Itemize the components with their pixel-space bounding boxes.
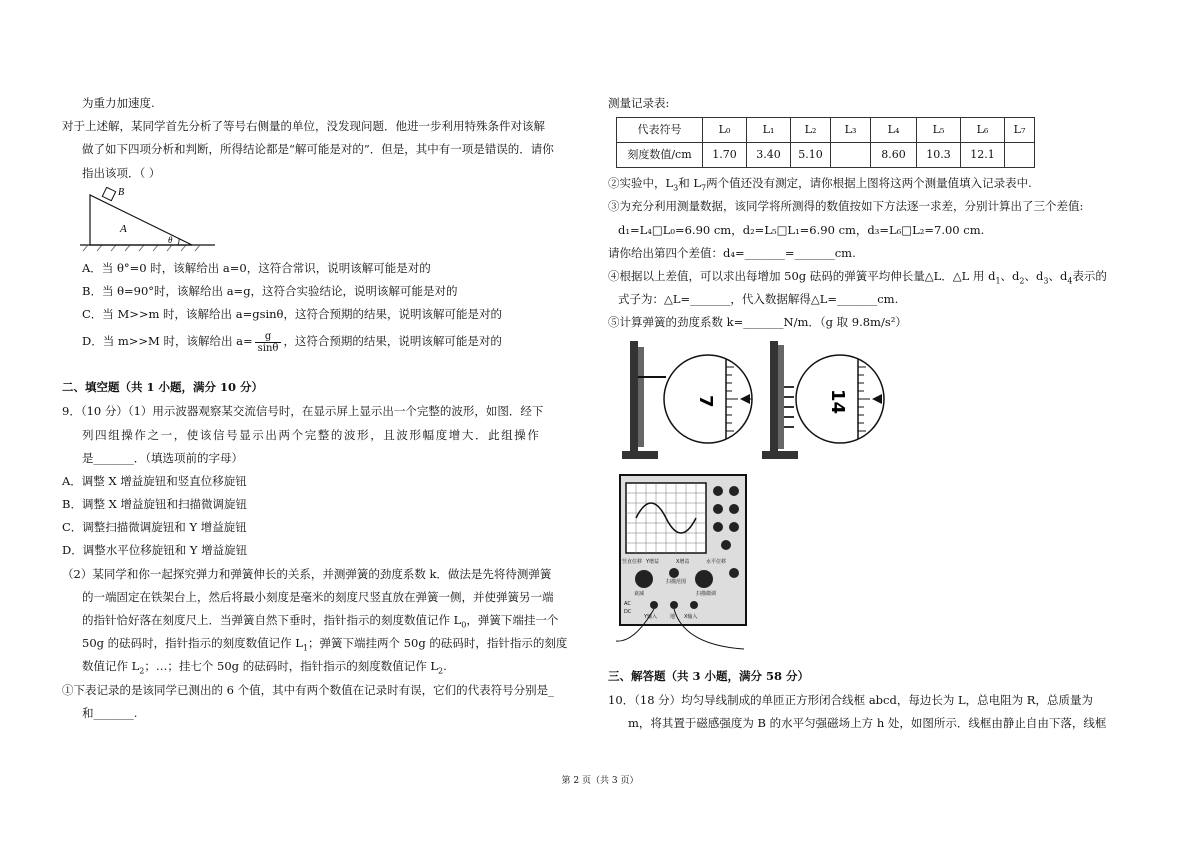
osc-label: 衰减 xyxy=(634,590,645,597)
text-line: 为重力加速度. xyxy=(82,96,155,110)
q9-option-b: B．调整 X 增益旋钮和扫描微调旋钮 xyxy=(62,497,247,512)
option-a: A．当 θ°=0 时，该解给出 a=0，这符合常识，说明该解可能是对的 xyxy=(82,260,431,275)
text-line: 对于上述解，某同学首先分析了等号右侧量的单位，没发现问题．他进一步利用特殊条件对该解 xyxy=(62,119,545,134)
table-cell: 5.10 xyxy=(791,143,831,168)
table-cell xyxy=(831,143,871,168)
table-cell: 8.60 xyxy=(871,143,917,168)
text-line: ⑤计算弹簧的劲度系数 k=_______N/m．（g 取 9.8m/s²） xyxy=(608,315,907,330)
text-line: 指出该项．（ ） xyxy=(82,165,161,180)
text-line: m，将其置于磁感强度为 B 的水平匀强磁场上方 h 处，如图所示．线框由静止自由下落，线框 xyxy=(628,715,1107,730)
text-line: 和_______. xyxy=(82,705,138,720)
oscilloscope-figure xyxy=(614,473,754,653)
text-line: 式子为：△L=_______，代入数据解得△L=_______cm. xyxy=(618,292,899,307)
osc-label: Y输入 xyxy=(644,613,658,620)
section-title: 二、填空题（共 1 小题，满分 10 分） xyxy=(62,380,264,395)
left-column xyxy=(62,92,600,725)
text-line: 做了如下四项分析和判断，所得结论都是“解可能是对的”．但是，其中有一项是错误的．请你 xyxy=(82,142,554,157)
incline-figure xyxy=(80,187,220,253)
page-footer: 第 2 页（共 3 页） xyxy=(561,776,639,786)
osc-label: 竖直位移 xyxy=(622,558,643,565)
osc-label: X输入 xyxy=(684,613,698,620)
osc-label: 扫描范围 xyxy=(666,578,687,585)
text-line: 请你给出第四个差值：d₄=_______=_______cm. xyxy=(608,245,856,260)
fraction: $\frac{g}{\sin\theta}$ xyxy=(255,331,282,354)
label-a: A xyxy=(120,222,127,235)
text-line: ④根据以上差值，可以求出每增加 50g 砝码的弹簧平均伸长量△L．△L 用 $d_1$、$d_2$、$d_3$、$d_4$表示的 xyxy=(608,268,1107,286)
table-cell: L₇ xyxy=(1005,118,1035,143)
scale-reading-2: 14 xyxy=(827,388,848,414)
text-line: 的一端固定在铁架台上，然后将最小刻度是毫米的刻度尺竖直放在弹簧一侧，并使弹簧另一端 xyxy=(82,589,554,604)
table-cell: 代表符号 xyxy=(617,118,703,143)
text-line: （2）某同学和你一起探究弹力和弹簧伸长的关系，并测弹簧的劲度系数 k．做法是先将待测弹簧 xyxy=(62,566,552,581)
table-cell: L₁ xyxy=(747,118,791,143)
table-cell: L₂ xyxy=(791,118,831,143)
osc-label: 水平位移 xyxy=(706,558,727,565)
osc-label: X增益 xyxy=(676,558,690,565)
text-line: ①下表记录的是该同学已测出的 6 个值，其中有两个数值在记录时有误，它们的代表符号分别是_ xyxy=(62,682,554,697)
label-theta: θ xyxy=(168,234,173,245)
section-title: 三、解答题（共 3 小题，满分 58 分） xyxy=(608,668,810,683)
text-line: 的指针恰好落在刻度尺上．当弹簧自然下垂时，指针指示的刻度数值记作 $L_0$，弹簧下端挂一个 xyxy=(82,613,559,630)
option-c: C．当 M>>m 时，该解给出 a=gsinθ，这符合预期的结果，说明该解可能是对的 xyxy=(82,307,502,322)
table-cell xyxy=(1005,143,1035,168)
table-row xyxy=(617,143,1035,168)
text-line: 数值记作 $L_2$；…；挂七个 50g 的砝码时，指针指示的刻度数值记作 $L_2$. xyxy=(82,659,447,676)
text-line: 9．（10 分）（1）用示波器观察某交流信号时，在显示屏上显示出一个完整的波形，如图．经下 xyxy=(62,404,544,419)
table-cell: 12.1 xyxy=(961,143,1005,168)
spring-scale-figure xyxy=(618,337,918,467)
text-line: 列四组操作之一，使该信号显示出两个完整的波形，且波形幅度增大．此组操作 xyxy=(82,427,541,442)
q9-option-c: C．调整扫描微调旋钮和 Y 增益旋钮 xyxy=(62,520,247,535)
table-title: 测量记录表: xyxy=(608,96,670,110)
q9-option-a: A．调整 X 增益旋钮和竖直位移旋钮 xyxy=(62,473,247,488)
label-b: B xyxy=(118,186,125,198)
text-line: 10．（18 分）均匀导线制成的单匝正方形闭合线框 abcd，每边长为 L，总电阻为 R，总质量为 xyxy=(608,692,1093,707)
osc-label: DC xyxy=(624,608,632,615)
table-row xyxy=(617,118,1035,143)
table-cell: L₀ xyxy=(703,118,747,143)
osc-label: 扫描微调 xyxy=(696,590,717,597)
table-cell: L₄ xyxy=(871,118,917,143)
scale-reading-1: 7 xyxy=(695,394,716,408)
table-cell: 3.40 xyxy=(747,143,791,168)
table-cell: 刻度数值/cm xyxy=(617,143,703,168)
table-cell: 1.70 xyxy=(703,143,747,168)
table-cell: L₅ xyxy=(917,118,961,143)
text-line: 是_______．（填选项前的字母） xyxy=(82,450,243,465)
osc-label: Y增益 xyxy=(646,558,660,565)
record-table xyxy=(616,117,1035,168)
table-cell: L₆ xyxy=(961,118,1005,143)
option-b: B．当 θ=90°时，该解给出 a=g，这符合实验结论，说明该解可能是对的 xyxy=(82,283,458,298)
text-line: 50g 的砝码时，指针指示的刻度数值记作 $L_1$；弹簧下端挂两个 50g 的砝码时，指针指示的刻度 xyxy=(82,636,568,653)
table-cell: L₃ xyxy=(831,118,871,143)
text-line: ③为充分利用测量数据，该同学将所测得的数值按如下方法逐一求差，分别计算出了三个差值: xyxy=(608,199,1084,214)
right-column xyxy=(608,92,1156,735)
q9-option-d: D．调整水平位移旋钮和 Y 增益旋钮 xyxy=(62,543,248,558)
text-line: d₁=L₄□L₀=6.90 cm，d₂=L₅□L₁=6.90 cm，d₃=L₆□L₂=7.00 cm. xyxy=(618,222,985,237)
osc-label: 地 xyxy=(670,613,676,620)
text-line: ②实验中，$L_3$和 $L_7$两个值还没有测定，请你根据上图将这两个测量值填入记录表中. xyxy=(608,176,1032,193)
option-d: D．当 m>>M 时，该解给出 a= $\frac{g}{\sin\theta}$ ，这符合预期的结果，说明该解可能是对的 xyxy=(82,330,502,354)
osc-label: AC xyxy=(624,600,631,607)
table-cell: 10.3 xyxy=(917,143,961,168)
